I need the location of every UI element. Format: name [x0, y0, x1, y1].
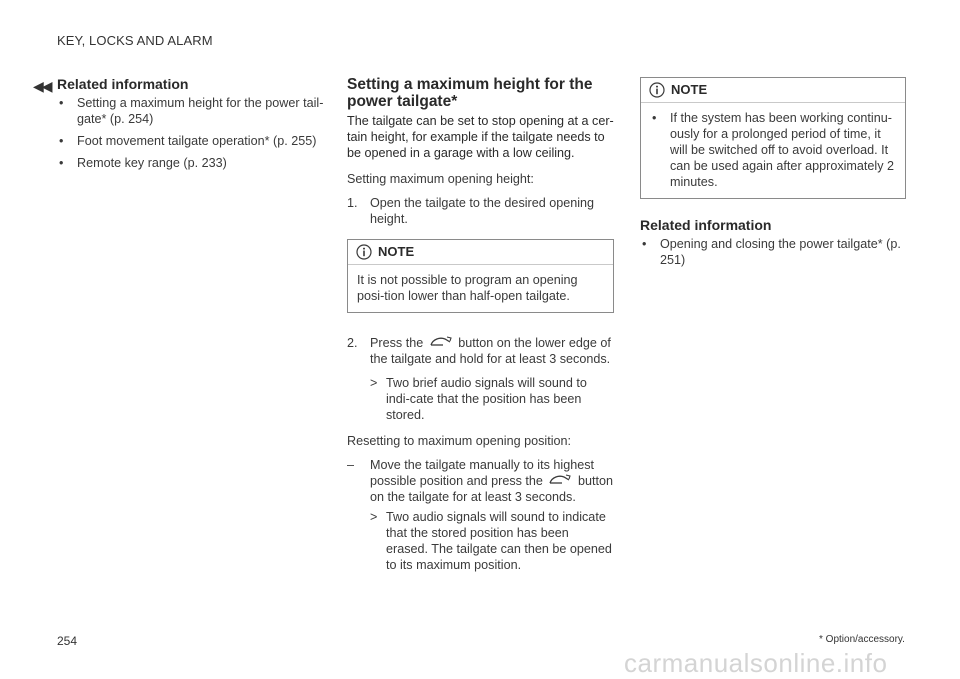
page-number: 254 [57, 634, 78, 648]
dash-marker: – [347, 458, 355, 472]
related-link-text[interactable]: Remote key range (p. 233) [77, 156, 227, 170]
step-text: Open the tailgate to the desired opening height. [370, 196, 595, 226]
note-text: It is not possible to program an opening posi-tion lower than half-open tailgate. [357, 273, 578, 303]
step-text-pre: Press the [370, 336, 424, 350]
step-result [347, 375, 614, 423]
related-link-item[interactable] [640, 236, 906, 268]
info-circle-icon [356, 244, 372, 260]
step-item [347, 335, 614, 367]
reset-instruction [347, 457, 614, 505]
left-column [57, 76, 325, 177]
step-item [347, 195, 614, 227]
watermark-text: carmanualsonline.info [624, 648, 888, 678]
reset-text-post: button on the tailgate for at least 3 seconds. [370, 474, 613, 504]
step-number: 1. [347, 196, 358, 210]
step-text-post: button on the lower edge of the tailgate and hold for at least 3 seconds. [370, 336, 611, 366]
continued-marker: ◀◀ [33, 78, 51, 94]
note-label: NOTE [671, 82, 708, 97]
note-list [650, 110, 896, 190]
related-link-item[interactable] [57, 155, 325, 171]
result-text: Two audio signals will sound to indicate that the stored position has been erased. The tailgate can then be opened to its maximum position. [386, 510, 612, 572]
right-column [640, 76, 906, 274]
result-arrow: > [370, 510, 378, 524]
bullet-icon: • [59, 96, 64, 110]
related-link-text[interactable]: Opening and closing the power tailgate* (p. 251) [660, 237, 901, 267]
note-header [641, 78, 905, 103]
resetting-label: Resetting to maximum opening position: [347, 434, 572, 448]
result-arrow: > [370, 376, 378, 390]
note-text: If the system has been working continu-ously for a prolonged period of time, it will be switched off to avoid overload. It can be used again after approximately 2 minutes. [670, 111, 895, 189]
section-intro: The tailgate can be set to stop opening at a cer-tain height, for example if the tailgate needs to be opened in a garage with a low ceiling. [347, 114, 614, 160]
setting-steps-continued [347, 335, 614, 367]
setting-steps [347, 195, 614, 227]
step-number: 2. [347, 336, 358, 350]
note-label: NOTE [378, 244, 415, 259]
note-body [641, 103, 905, 198]
bullet-icon: • [59, 156, 64, 170]
related-link-item[interactable] [57, 95, 325, 127]
bullet-icon: • [652, 111, 657, 125]
bullet-icon: • [642, 237, 647, 251]
page-header-title: KEY, LOCKS AND ALARM [57, 33, 213, 48]
related-links-list [57, 95, 325, 171]
related-link-text[interactable]: Foot movement tailgate operation* (p. 255) [77, 134, 317, 148]
related-links-list [640, 236, 906, 268]
note-header [348, 240, 613, 265]
tailgate-button-icon [429, 336, 453, 347]
related-information-heading: Related information [57, 76, 189, 92]
setting-label: Setting maximum opening height: [347, 172, 534, 186]
note-box [640, 77, 906, 199]
footnote: * Option/accessory. [819, 634, 905, 645]
note-box [347, 239, 614, 313]
tailgate-button-icon [548, 474, 572, 485]
bullet-icon: • [59, 134, 64, 148]
reset-result [347, 509, 614, 573]
middle-column [347, 76, 614, 583]
section-title: Setting a maximum height for the power tailgate* [347, 76, 593, 110]
info-circle-icon [649, 82, 665, 98]
reset-text-pre: Move the tailgate manually to its highest possible position and press the [370, 458, 595, 488]
note-list-item [650, 110, 896, 190]
related-information-heading: Related information [640, 217, 772, 233]
result-text: Two brief audio signals will sound to indi-cate that the position has been stored. [386, 376, 587, 422]
related-link-item[interactable] [57, 133, 325, 149]
related-link-text[interactable]: Setting a maximum height for the power tail-gate* (p. 254) [77, 96, 324, 126]
